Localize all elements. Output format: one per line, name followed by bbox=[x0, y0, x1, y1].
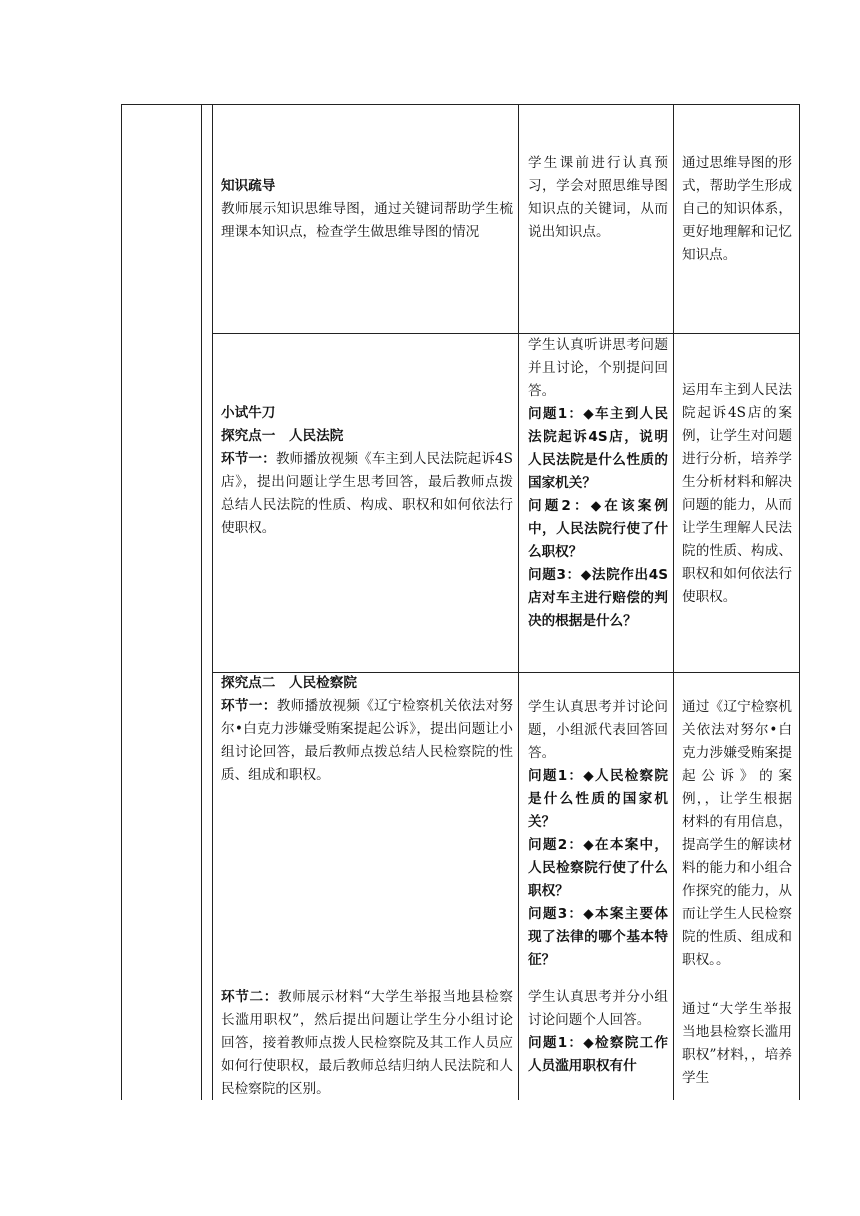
activity-title: 知识疏导 bbox=[221, 178, 276, 194]
section-title: 小试牛刀 bbox=[221, 405, 276, 421]
question: 问题2：◆在本案中，人民检察院行使了什么职权？ bbox=[528, 837, 668, 899]
question: 问题3：◆法院作出4S店对车主进行赔偿的判决的根据是什么？ bbox=[528, 567, 668, 629]
column-divider bbox=[212, 105, 213, 1100]
column-divider bbox=[201, 105, 202, 1100]
design-intent-cell bbox=[682, 696, 792, 972]
student-activity-cell bbox=[528, 334, 668, 633]
design-intent-cell bbox=[682, 998, 792, 1100]
activity-description bbox=[221, 448, 513, 540]
student-activity-text: 学生认真听讲思考问题并且讨论，个别提问回答。 bbox=[528, 337, 668, 399]
student-activity-text: 学生课前进行认真预习，学会对照思维导图知识点的关键词，从而说出知识点。 bbox=[528, 155, 668, 240]
column-divider bbox=[518, 105, 519, 1100]
student-activity-cell bbox=[528, 152, 668, 244]
link-label: 环节二： bbox=[221, 989, 279, 1005]
question: 问题2：◆在该案例中，人民法院行使了什么职权？ bbox=[528, 498, 668, 560]
student-activity-text: 学生认真思考并分小组讨论问题个人回答。 bbox=[528, 989, 668, 1028]
teacher-activity-cell bbox=[221, 672, 513, 787]
link-text: 教师展示材料“大学生举报当地县检察长滥用职权”，然后提出问题让学生分小组讨论回答，接着教师点拨人民检察院及其工作人员应如何行使职权，最后教师总结归纳人民法院和人民检察院的区别。 bbox=[221, 989, 514, 1097]
student-activity-cell bbox=[528, 696, 668, 972]
question: 问题1：◆人民检察院是什么性质的国家机关？ bbox=[528, 768, 668, 830]
teacher-activity-cell bbox=[221, 175, 513, 244]
design-intent-text: 通过思维导图的形式，帮助学生形成自己的知识体系，更好地理解和记忆知识点。 bbox=[682, 155, 792, 263]
design-intent-text: 通过《辽宁检察机关依法对努尔•白克力涉嫌受贿案提起公诉》的案例，，让学生根据材料的有用信息，提高学生的解读材料的能力和小组合作探究的能力，从而让学生人民检察院的性质、组成和职权。。 bbox=[682, 699, 792, 968]
teacher-activity-cell bbox=[221, 986, 513, 1101]
activity-description bbox=[221, 986, 513, 1101]
design-intent-cell bbox=[682, 379, 792, 609]
row-divider bbox=[212, 333, 799, 334]
question: 问题3：◆本案主要体现了法律的哪个基本特征？ bbox=[528, 906, 668, 968]
link-label: 环节一： bbox=[221, 451, 276, 467]
student-activity-text: 学生认真思考并讨论问题，小组派代表回答回答。 bbox=[528, 699, 668, 761]
link-text: 教师播放视频《辽宁检察机关依法对努尔•白克力涉嫌受贿案提起公诉》，提出问题让小组讨论回答，最后教师点拨总结人民检察院的性质、组成和职权。 bbox=[221, 698, 514, 783]
question: 问题1：◆检察院工作人员滥用职权有什 bbox=[528, 1035, 668, 1074]
lesson-plan-table bbox=[121, 104, 800, 1100]
inquiry-point-title: 探究点二 人民检察院 bbox=[221, 675, 357, 691]
inquiry-point-title: 探究点一 人民法院 bbox=[221, 428, 344, 444]
teacher-activity-cell bbox=[221, 402, 513, 540]
design-intent-text: 运用车主到人民法院起诉4S店的案例，让学生对问题进行分析，培养学生分析材料和解决问题的能力，从而让学生理解人民法院的性质、构成、职权和如何依法行使职权。 bbox=[682, 382, 792, 605]
design-intent-text: 通过“大学生举报当地县检察长滥用职权”材料，，培养学生 bbox=[682, 1001, 792, 1086]
link-label: 环节一： bbox=[221, 698, 277, 714]
link-text: 教师播放视频《车主到人民法院起诉4S店》，提出问题让学生思考回答，最后教师点拨总结人民法院的性质、构成、职权和如何依法行使职权。 bbox=[221, 451, 513, 536]
design-intent-cell bbox=[682, 152, 792, 267]
student-activity-cell bbox=[528, 986, 668, 1100]
activity-description bbox=[221, 695, 513, 787]
column-divider bbox=[673, 105, 674, 1100]
question: 问题1：◆车主到人民法院起诉4S店，说明人民法院是什么性质的国家机关？ bbox=[528, 406, 668, 491]
activity-description: 教师展示知识思维导图，通过关键词帮助学生梳理课本知识点，检查学生做思维导图的情况 bbox=[221, 201, 513, 240]
